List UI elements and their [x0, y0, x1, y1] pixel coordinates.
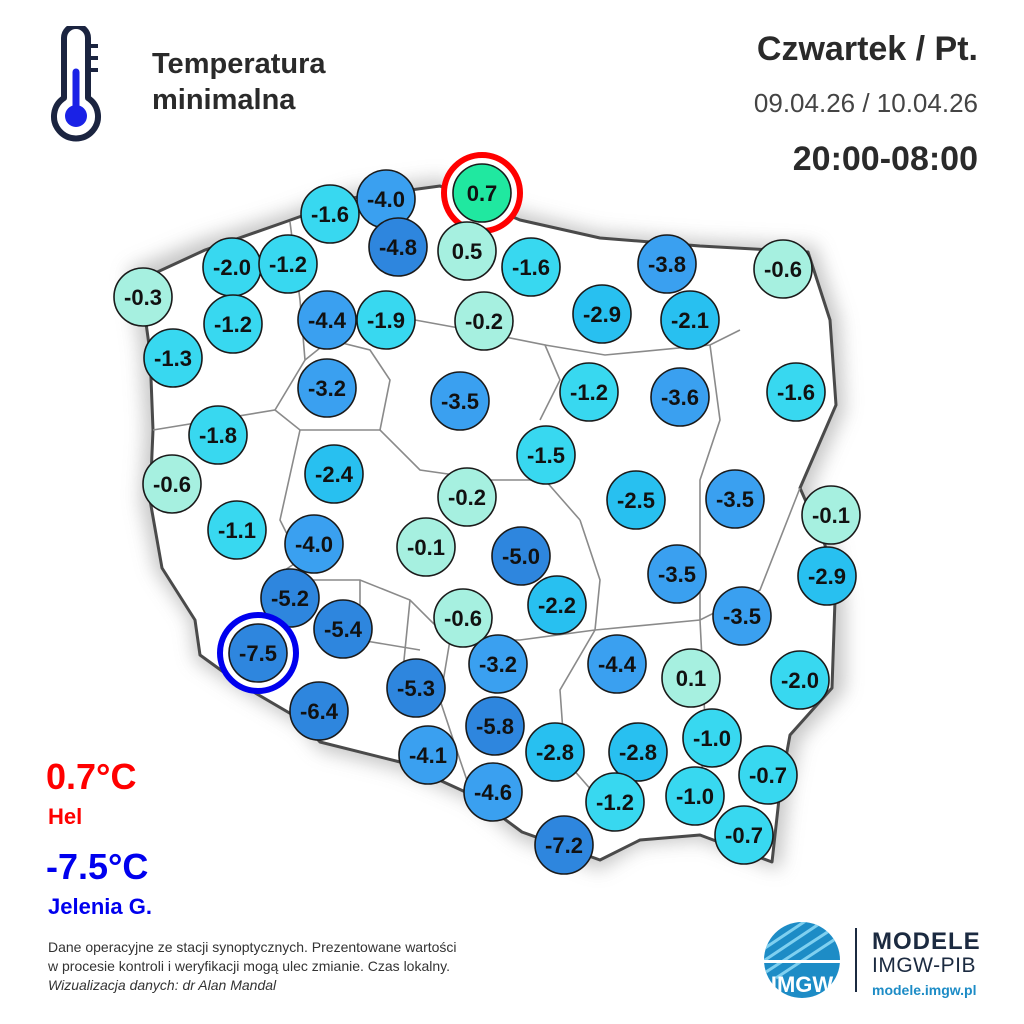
station-marker	[648, 545, 706, 603]
station-value-label: -4.4	[598, 652, 636, 677]
station-marker	[586, 773, 644, 831]
station-value-label: -1.8	[199, 423, 237, 448]
station-marker	[285, 515, 343, 573]
station-value-label: -1.9	[367, 308, 405, 333]
station-marker	[588, 635, 646, 693]
station-value-label: -4.8	[379, 235, 417, 260]
station-marker	[298, 359, 356, 417]
station-value-label: -3.2	[479, 652, 517, 677]
max-temperature-station: Hel	[48, 804, 83, 829]
station-marker	[802, 486, 860, 544]
title-line-2: minimalna	[152, 84, 296, 117]
station-marker	[438, 468, 496, 526]
date-range: 09.04.26 / 10.04.26	[753, 88, 978, 118]
station-value-label: -1.0	[693, 726, 731, 751]
station-value-label: -2.4	[315, 462, 353, 487]
station-marker	[455, 292, 513, 350]
title-line-1: Temperatura	[152, 48, 326, 80]
station-marker	[143, 455, 201, 513]
brand-url[interactable]: modele.imgw.pl	[872, 982, 977, 998]
station-value-label: -1.6	[777, 380, 815, 405]
station-value-label: -0.3	[124, 285, 162, 310]
station-marker	[573, 285, 631, 343]
station-marker	[739, 746, 797, 804]
station-marker	[203, 238, 261, 296]
station-value-label: 0.7	[466, 181, 498, 206]
station-marker	[298, 291, 356, 349]
station-value-label: -1.5	[527, 443, 565, 468]
station-value-label: -1.2	[214, 312, 252, 337]
station-marker	[526, 723, 584, 781]
station-value-label: -2.0	[213, 255, 251, 280]
disclaimer-line-2: w procesie kontroli i weryfikacji mogą ulec zmianie. Czas lokalny.	[48, 957, 451, 974]
station-marker	[387, 659, 445, 717]
station-marker	[535, 816, 593, 874]
station-value-label: -0.6	[764, 257, 802, 282]
station-marker	[399, 726, 457, 784]
station-value-label: -2.8	[619, 740, 657, 765]
station-marker	[609, 723, 667, 781]
station-value-label: -5.3	[397, 676, 435, 701]
station-value-label: -2.8	[536, 740, 574, 765]
station-marker	[754, 240, 812, 298]
station-value-label: -5.0	[502, 544, 540, 569]
station-value-label: -1.2	[269, 252, 307, 277]
station-value-label: -4.4	[308, 308, 346, 333]
station-value-label: -1.1	[218, 518, 256, 543]
station-marker	[444, 155, 520, 231]
station-marker	[528, 576, 586, 634]
station-value-label: -3.5	[441, 389, 479, 414]
station-value-label: -4.0	[367, 187, 405, 212]
max-temperature-value: 0.7°C	[46, 756, 137, 797]
station-marker	[651, 368, 709, 426]
visualization-credit: Wizualizacja danych: dr Alan Mandal	[48, 976, 277, 993]
station-marker	[638, 235, 696, 293]
station-marker	[662, 649, 720, 707]
station-marker	[715, 806, 773, 864]
station-marker	[369, 218, 427, 276]
station-marker	[464, 763, 522, 821]
station-marker	[305, 445, 363, 503]
station-value-label: -3.2	[308, 376, 346, 401]
station-value-label: -0.2	[448, 485, 486, 510]
station-marker	[314, 600, 372, 658]
station-marker	[661, 291, 719, 349]
station-value-label: -7.5	[239, 641, 277, 666]
station-marker	[204, 295, 262, 353]
station-marker	[767, 363, 825, 421]
station-value-label: -1.0	[676, 784, 714, 809]
station-value-label: -3.5	[723, 604, 761, 629]
min-temperature-value: -7.5°C	[46, 846, 149, 887]
station-marker	[208, 501, 266, 559]
station-value-label: 0.5	[451, 239, 483, 264]
station-value-label: -1.6	[512, 255, 550, 280]
station-marker	[607, 471, 665, 529]
station-value-label: -0.6	[153, 472, 191, 497]
station-value-label: -0.2	[465, 309, 503, 334]
thermometer-icon	[46, 26, 106, 144]
imgw-logo	[762, 920, 842, 1000]
station-marker	[114, 268, 172, 326]
station-marker	[771, 651, 829, 709]
station-marker	[798, 547, 856, 605]
station-value-label: -1.6	[311, 202, 349, 227]
station-value-label: -6.4	[300, 699, 338, 724]
station-value-label: -0.6	[444, 606, 482, 631]
brand-subtitle: IMGW-PIB	[872, 954, 976, 977]
station-value-label: -2.2	[538, 593, 576, 618]
time-range: 20:00-08:00	[792, 140, 978, 178]
station-marker	[189, 406, 247, 464]
station-marker	[144, 329, 202, 387]
disclaimer-line-1: Dane operacyjne ze stacji synoptycznych. Prezentowane wartości	[48, 939, 457, 955]
station-marker	[397, 518, 455, 576]
station-value-label: -3.6	[661, 385, 699, 410]
station-marker	[683, 709, 741, 767]
station-marker	[560, 363, 618, 421]
min-temperature-station: Jelenia G.	[48, 894, 152, 919]
logo-text: IMGW	[770, 972, 834, 997]
data-disclaimer	[48, 938, 568, 995]
station-marker	[502, 238, 560, 296]
station-value-label: -5.2	[271, 586, 309, 611]
station-value-label: -4.1	[409, 743, 447, 768]
station-marker	[517, 426, 575, 484]
station-value-label: -4.6	[474, 780, 512, 805]
page-title	[152, 46, 412, 119]
day-label: Czwartek / Pt.	[756, 30, 978, 68]
station-value-label: -3.5	[716, 487, 754, 512]
brand-divider	[855, 928, 857, 992]
station-value-label: -2.5	[617, 488, 655, 513]
station-marker	[469, 635, 527, 693]
station-value-label: -0.1	[812, 503, 850, 528]
station-value-label: -2.0	[781, 668, 819, 693]
station-marker	[431, 372, 489, 430]
station-value-label: -1.2	[596, 790, 634, 815]
station-marker	[666, 767, 724, 825]
station-value-label: -5.4	[324, 617, 362, 642]
station-value-label: -2.9	[583, 302, 621, 327]
station-value-label: -3.8	[648, 252, 686, 277]
station-value-label: -1.3	[154, 346, 192, 371]
station-marker	[713, 587, 771, 645]
station-value-label: -0.7	[725, 823, 763, 848]
station-value-label: -1.2	[570, 380, 608, 405]
station-marker	[466, 697, 524, 755]
station-marker	[438, 222, 496, 280]
station-value-label: -7.2	[545, 833, 583, 858]
station-value-label: -2.1	[671, 308, 709, 333]
station-marker	[259, 235, 317, 293]
brand-title: MODELE	[872, 928, 981, 955]
station-marker	[220, 615, 296, 691]
station-value-label: -2.9	[808, 564, 846, 589]
station-marker	[492, 527, 550, 585]
station-value-label: -0.7	[749, 763, 787, 788]
station-value-label: 0.1	[675, 666, 707, 691]
station-marker	[290, 682, 348, 740]
station-marker	[357, 291, 415, 349]
station-marker	[301, 185, 359, 243]
station-value-label: -0.1	[407, 535, 445, 560]
station-value-label: -5.8	[476, 714, 514, 739]
station-value-label: -4.0	[295, 532, 333, 557]
station-marker	[706, 470, 764, 528]
station-value-label: -3.5	[658, 562, 696, 587]
